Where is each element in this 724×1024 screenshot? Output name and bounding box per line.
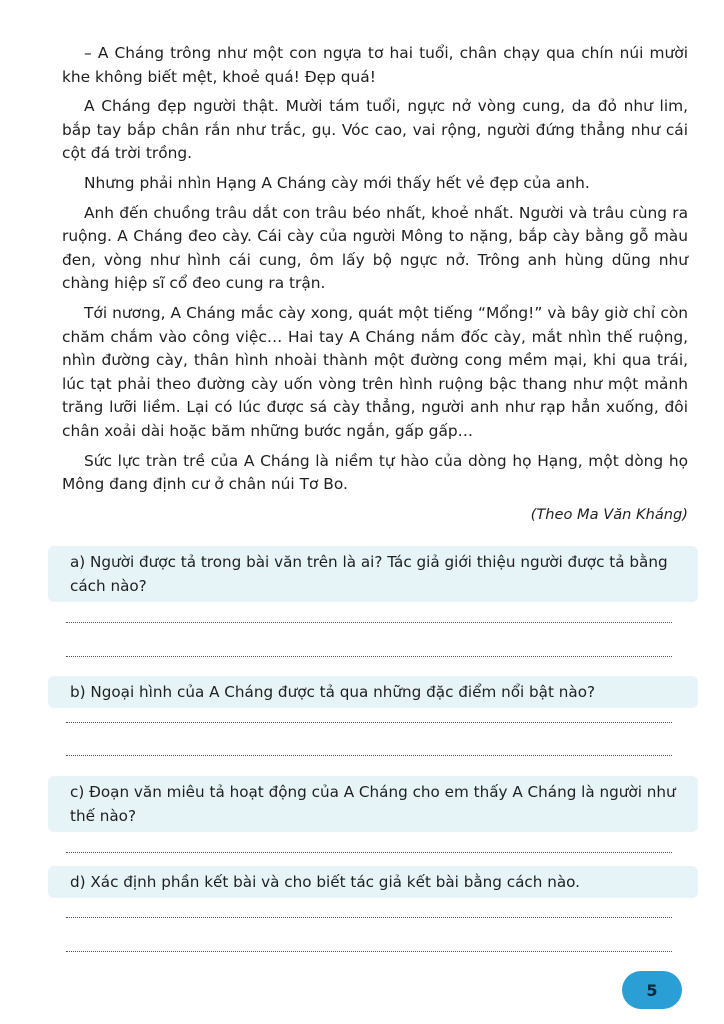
passage-paragraph-5: Tới nương, A Cháng mắc cày xong, quát một tiếng “Mổng!” và bây giờ chỉ còn chăm chắm vào công việc… Hai tay A Cháng nắm đốc cày, mắt nhìn thế ruộng, nhìn đường cày, thân hình nhoài thành một đường cong mềm mại, khi qua trái, lúc tạt phải theo đường cày uốn vòng trên hình ruộng bậc thang như một mảnh trăng lưỡi liềm. Lại có lúc được sá cày thẳng, người anh như rạp hẳn xuống, đôi chân xoải dài hoặc băm những bước ngắn, gấp gấp… [62,303,688,440]
answer-line-b-1[interactable] [66,722,672,723]
question-c-text: c) Đoạn văn miêu tả hoạt động của A Cháng cho em thấy A Cháng là người như thế nào? [70,783,676,825]
question-b [48,676,698,708]
answer-line-a-2[interactable] [66,656,672,657]
passage-source [62,503,688,527]
question-b-text: b) Ngoại hình của A Cháng được tả qua những đặc điểm nổi bật nào? [70,683,596,701]
source-prefix: (Theo [530,505,578,523]
passage-paragraph-6: Sức lực tràn trề của A Cháng là niềm tự hào của dòng họ Hạng, một dòng họ Mông đang định cư ở chân núi Tơ Bo. [62,451,688,494]
answer-line-a-1[interactable] [66,622,672,623]
question-a [48,546,698,602]
source-author: Ma Văn Kháng) [577,505,688,523]
answer-line-b-2[interactable] [66,755,672,756]
passage-paragraph-1: – A Cháng trông như một con ngựa tơ hai tuổi, chân chạy qua chín núi mười khe không biết mệt, khoẻ quá! Đẹp quá! [62,44,688,86]
passage-paragraph-4: Anh đến chuồng trâu dắt con trâu béo nhất, khoẻ nhất. Người và trâu cùng ra ruộng. A Cháng đeo cày. Cái cày của người Mông to nặng, bắp cày bằng gỗ màu đen, vòng như hình cái cung, ôm lấy bộ ngực nở. Trông anh hùng dũng như chàng hiệp sĩ cổ đeo cung ra trận. [62,203,688,293]
question-c [48,776,698,832]
question-d-text: d) Xác định phần kết bài và cho biết tác giả kết bài bằng cách nào. [70,873,581,891]
question-a-text: a) Người được tả trong bài văn trên là ai? Tác giả giới thiệu người được tả bằng cách nào? [70,553,668,595]
page-number-badge [622,971,682,1009]
question-d [48,866,698,898]
answer-line-d-2[interactable] [66,951,672,952]
answer-line-c-1[interactable] [66,852,672,853]
passage-paragraph-2: A Cháng đẹp người thật. Mười tám tuổi, ngực nở vòng cung, da đỏ như lim, bắp tay bắp chân rắn như trắc, gụ. Vóc cao, vai rộng, người đứng thẳng như cái cột đá trời trồng. [62,97,688,163]
reading-passage [62,42,688,526]
answer-line-d-1[interactable] [66,917,672,918]
passage-paragraph-3: Nhưng phải nhìn Hạng A Cháng cày mới thấy hết vẻ đẹp của anh. [84,173,590,192]
page-number: 5 [646,980,658,1000]
